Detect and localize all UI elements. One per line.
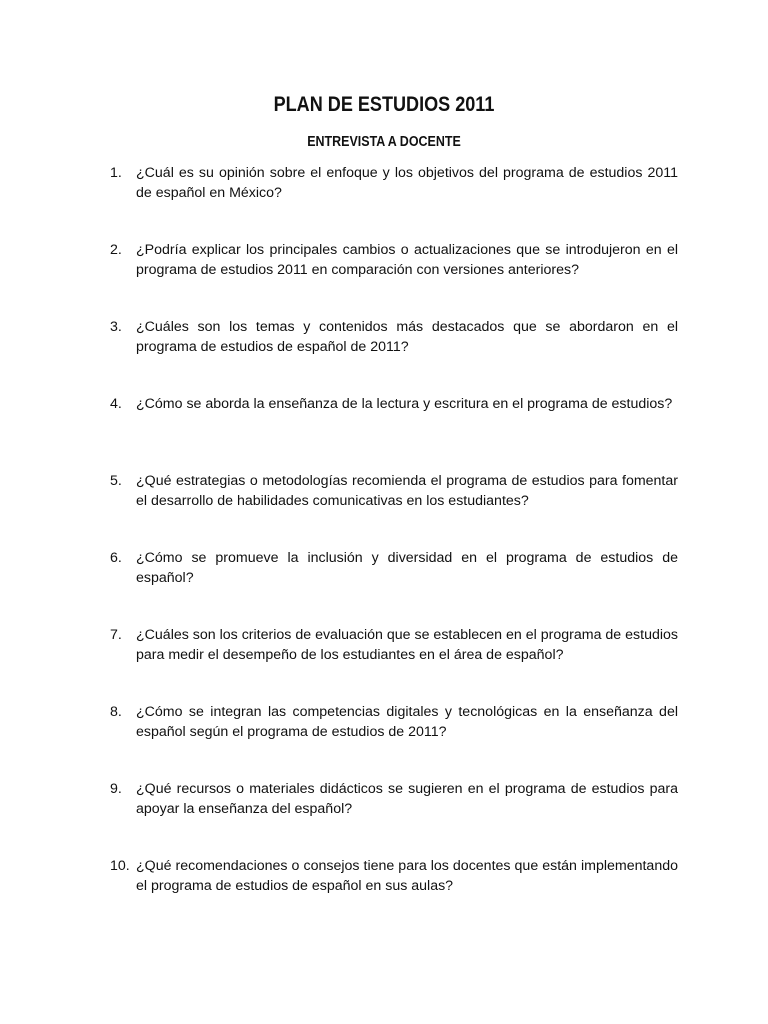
question-item [110,163,678,240]
question-text: ¿Qué recursos o materiales didácticos se sugieren en el programa de estudios para apoyar la enseñanza del español? [136,781,678,817]
question-item [110,625,678,702]
question-number: 7. [110,627,122,643]
question-text: ¿Podría explicar los principales cambios o actualizaciones que se introdujeron en el programa de estudios 2011 en comparación con versiones anteriores? [136,242,678,278]
document-subtitle: ENTREVISTA A DOCENTE [307,134,461,150]
document-title: PLAN DE ESTUDIOS 2011 [273,93,495,116]
question-item [110,856,678,933]
question-number: 5. [110,473,122,489]
question-text: ¿Cómo se promueve la inclusión y diversidad en el programa de estudios de español? [136,550,678,586]
question-number: 10. [110,858,130,874]
question-text: ¿Cómo se integran las competencias digitales y tecnológicas en la enseñanza del español según el programa de estudios de 2011? [136,704,678,740]
question-number: 3. [110,319,122,335]
question-text: ¿Cuáles son los temas y contenidos más destacados que se abordaron en el programa de estudios de español de 2011? [136,319,678,355]
question-number: 2. [110,242,122,258]
question-number: 4. [110,396,122,412]
question-item [110,779,678,856]
question-item [110,548,678,625]
question-text: ¿Cuál es su opinión sobre el enfoque y los objetivos del programa de estudios 2011 de español en México? [136,165,678,201]
question-list [110,163,678,933]
question-text: ¿Qué recomendaciones o consejos tiene para los docentes que están implementando el programa de estudios de español en sus aulas? [136,858,678,894]
question-text: ¿Cómo se aborda la enseñanza de la lectura y escritura en el programa de estudios? [136,396,673,412]
question-item [110,394,678,471]
question-number: 8. [110,704,122,720]
question-item [110,317,678,394]
question-item [110,702,678,779]
question-text: ¿Qué estrategias o metodologías recomienda el programa de estudios para fomentar el desarrollo de habilidades comunicativas en los estudiantes? [136,473,678,509]
question-item [110,471,678,548]
question-text: ¿Cuáles son los criterios de evaluación que se establecen en el programa de estudios para medir el desempeño de los estudiantes en el área de español? [136,627,678,663]
question-number: 9. [110,781,122,797]
question-number: 1. [110,165,122,181]
question-number: 6. [110,550,122,566]
question-item [110,240,678,317]
